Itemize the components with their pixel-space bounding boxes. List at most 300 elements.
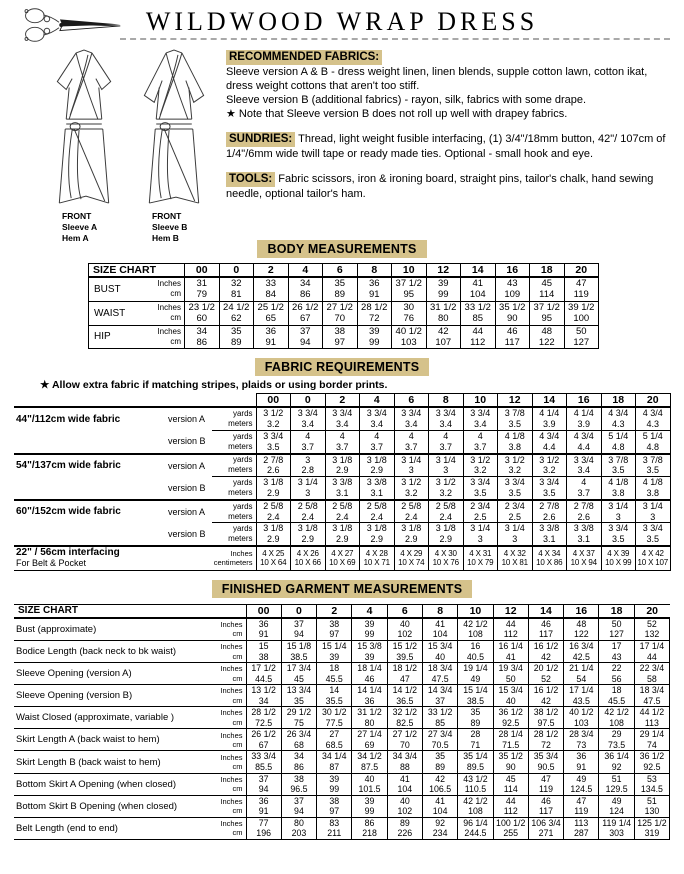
recommended-fabrics-note: ★ Note that Sleeve version B does not roll up well with drapey fabrics. <box>226 107 568 120</box>
garment-value: 36 1/4 92 <box>599 751 634 773</box>
garment-measurement-row <box>14 707 670 729</box>
garment-value: 15 1/8 38.5 <box>281 641 316 663</box>
garment-value: 19 3/4 50 <box>493 663 528 685</box>
size-header-row <box>89 264 599 278</box>
fabric-value: 4 3/4 4.3 <box>636 407 671 430</box>
garment-value: 39 99 <box>352 795 387 817</box>
measurement-value: 35 89 <box>323 277 358 301</box>
dress-front-a-figure <box>42 48 128 244</box>
unit-label: Inches cm <box>204 707 246 729</box>
garment-measurement-row <box>14 618 670 641</box>
garment-value: 44 112 <box>493 795 528 817</box>
garment-value: 38 97 <box>317 795 352 817</box>
garment-value: 17 1/4 44 <box>634 641 669 663</box>
garment-value: 15 1/2 39.5 <box>387 641 422 663</box>
size-column-header: 12 <box>493 604 528 618</box>
size-chart-label: SIZE CHART <box>14 604 246 618</box>
fabric-group-label <box>14 477 164 500</box>
fabric-value: 3 1/4 3 <box>394 454 429 477</box>
fabric-value: 4 X 27 10 X 69 <box>325 546 360 571</box>
garment-value: 22 56 <box>599 663 634 685</box>
fabric-value: 3 1/8 2.9 <box>325 454 360 477</box>
fabric-value: 2 5/8 2.4 <box>256 500 291 523</box>
dress-front-b-illustration <box>132 48 216 208</box>
measurement-value: 31 1/2 80 <box>426 301 461 325</box>
fabric-value: 4 X 34 10 X 86 <box>532 546 567 571</box>
measurement-value: 39 99 <box>426 277 461 301</box>
measurement-value: 44 112 <box>461 325 496 349</box>
garment-measurement-row <box>14 817 670 839</box>
fabric-value: 3 1/2 3.2 <box>394 477 429 500</box>
garment-value: 16 40.5 <box>458 641 493 663</box>
garment-value: 28 1/2 72.5 <box>246 707 281 729</box>
garment-value: 89 226 <box>387 817 422 839</box>
version-label: version B <box>168 528 206 539</box>
garment-value: 100 1/2 255 <box>493 817 528 839</box>
measurement-value: 40 1/2 103 <box>392 325 427 349</box>
body-measurements-heading: BODY MEASUREMENTS <box>257 240 426 258</box>
unit-label: Inches cm <box>204 817 246 839</box>
garment-value: 80 203 <box>281 817 316 839</box>
garment-value: 17 1/4 43.5 <box>564 685 599 707</box>
garment-value: 49 124 <box>599 795 634 817</box>
garment-value: 15 1/4 38.5 <box>458 685 493 707</box>
garment-measurement-row <box>14 685 670 707</box>
unit-label: Inches cm <box>204 795 246 817</box>
size-column-header: 8 <box>357 264 392 278</box>
measurement-value: 26 1/2 67 <box>288 301 323 325</box>
measurement-label: Skirt Length A (back waist to hem) <box>14 729 204 751</box>
unit-label: Inches cm <box>141 277 185 301</box>
fabric-value: 4 3.7 <box>429 430 464 453</box>
garment-value: 18 3/4 47.5 <box>634 685 669 707</box>
unit-label: yards meters <box>212 407 256 430</box>
finished-garment-heading: FINISHED GARMENT MEASUREMENTS <box>212 580 473 598</box>
measurement-label: Sleeve Opening (version A) <box>14 663 204 685</box>
garment-value: 52 132 <box>634 618 669 641</box>
fabric-value: 3 3/4 3.5 <box>498 477 533 500</box>
measurement-value: 47 119 <box>564 277 599 301</box>
sundries-block <box>226 132 670 161</box>
measurement-label: Waist Closed (approximate, variable ) <box>14 707 204 729</box>
garment-value: 36 1/2 92.5 <box>493 707 528 729</box>
dress-front-b-figure <box>132 48 218 244</box>
fabric-group-label <box>14 523 164 546</box>
fabric-value: 4 X 39 10 X 99 <box>601 546 636 571</box>
garment-value: 51 130 <box>634 795 669 817</box>
fabric-value: 3 1/8 2.9 <box>256 477 291 500</box>
garment-value: 96 1/4 244.5 <box>458 817 493 839</box>
fabric-value: 3 3/4 3.4 <box>463 407 498 430</box>
unit-label: Inches cm <box>141 301 185 325</box>
recommended-fabrics-line: Sleeve version B (additional fabrics) - rayon, silk, fabrics with some drape. <box>226 93 587 106</box>
garment-value: 28 1/2 72 <box>528 729 563 751</box>
garment-value: 39 99 <box>352 618 387 641</box>
fabric-value: 4 3.7 <box>325 430 360 453</box>
size-header-row <box>14 394 670 408</box>
fabric-value: 4 X 25 10 X 64 <box>256 546 291 571</box>
size-column-header: 18 <box>601 394 636 408</box>
garment-value: 35 1/4 89.5 <box>458 751 493 773</box>
garment-value: 18 45.5 <box>599 685 634 707</box>
size-column-header: 16 <box>495 264 530 278</box>
garment-value: 29 73.5 <box>599 729 634 751</box>
fabric-value: 3 1/8 2.9 <box>360 454 395 477</box>
garment-value: 15 3/4 40 <box>493 685 528 707</box>
fabric-value: 3 1/8 2.9 <box>325 523 360 546</box>
fabric-value: 2 5/8 2.4 <box>325 500 360 523</box>
unit-label: Inches cm <box>204 663 246 685</box>
garment-value: 50 127 <box>599 618 634 641</box>
fabric-value: 2 3/4 2.5 <box>463 500 498 523</box>
fabric-value: 3 1/4 3 <box>498 523 533 546</box>
version-label: version B <box>168 482 206 493</box>
garment-value: 17 3/4 45 <box>281 663 316 685</box>
unit-label: yards meters <box>212 500 256 523</box>
fabric-value: 3 7/8 3.5 <box>498 407 533 430</box>
garment-value: 47 119 <box>564 795 599 817</box>
fabric-value: 2 5/8 2.4 <box>429 500 464 523</box>
measurement-value: 45 114 <box>530 277 565 301</box>
figure-caption-line: Sleeve B <box>152 222 188 233</box>
fabric-value: 4 1/8 3.8 <box>601 477 636 500</box>
fabric-value: 3 3/4 3.4 <box>291 407 326 430</box>
garment-value: 41 104 <box>387 773 422 795</box>
fabric-value: 3 3/4 3.5 <box>256 430 291 453</box>
garment-value: 37 94 <box>246 773 281 795</box>
garment-value: 16 1/4 41 <box>493 641 528 663</box>
garment-value: 18 3/4 47.5 <box>422 663 457 685</box>
garment-value: 34 1/4 87 <box>317 751 352 773</box>
garment-value: 42 106.5 <box>422 773 457 795</box>
garment-value: 42 1/2 108 <box>458 618 493 641</box>
size-column-header: 20 <box>634 604 669 618</box>
garment-value: 37 94 <box>281 795 316 817</box>
garment-value: 83 211 <box>317 817 352 839</box>
fabric-value: 4 1/8 3.8 <box>498 430 533 453</box>
garment-value: 41 104 <box>422 795 457 817</box>
fabric-group-label: 22" / 56cm interfacing For Belt & Pocket <box>14 546 212 571</box>
fabric-value: 4 1/8 3.8 <box>636 477 671 500</box>
garment-value: 27 1/2 70 <box>387 729 422 751</box>
fabric-value: 3 1/4 3 <box>463 523 498 546</box>
unit-label: Inches cm <box>204 685 246 707</box>
fabric-value: 3 1/4 3 <box>291 477 326 500</box>
size-column-header: 00 <box>185 264 220 278</box>
garment-value: 40 1/2 103 <box>564 707 599 729</box>
fabric-value: 3 1/8 2.9 <box>360 523 395 546</box>
measurement-value: 37 94 <box>288 325 323 349</box>
recommended-fabrics-line: Sleeve version A & B - dress weight linen, linen blends, supple cotton lawn, cotton ikat, dress weight cottons that aren't too stiff. <box>226 65 648 92</box>
garment-value: 46 117 <box>528 618 563 641</box>
fabric-value: 4 3.7 <box>567 477 602 500</box>
garment-value: 113 287 <box>564 817 599 839</box>
fabric-value: 4 X 31 10 X 79 <box>463 546 498 571</box>
garment-value: 32 1/2 82.5 <box>387 707 422 729</box>
fabric-value: 4 3/4 4.4 <box>532 430 567 453</box>
measurement-value: 24 1/2 62 <box>219 301 254 325</box>
fabric-value: 3 7/8 3.5 <box>636 454 671 477</box>
fabric-value: 4 X 32 10 X 81 <box>498 546 533 571</box>
garment-value: 106 3/4 271 <box>528 817 563 839</box>
garment-value: 36 91 <box>246 795 281 817</box>
garment-value: 45 114 <box>493 773 528 795</box>
measurement-label: Sleeve Opening (version B) <box>14 685 204 707</box>
version-label: version A <box>164 500 212 523</box>
tools-block <box>226 172 670 201</box>
scissors-icon <box>20 3 124 47</box>
size-column-header: 6 <box>387 604 422 618</box>
body-measurement-row <box>89 325 599 349</box>
size-column-header: 10 <box>458 604 493 618</box>
dashed-divider <box>120 38 670 40</box>
measurement-value: 28 1/2 72 <box>357 301 392 325</box>
garment-value: 34 86 <box>281 751 316 773</box>
fabric-value: 3 1/4 3 <box>636 500 671 523</box>
version-label: version B <box>168 436 206 447</box>
size-column-header: 4 <box>288 264 323 278</box>
dress-front-a-illustration <box>42 48 126 208</box>
size-column-header: 12 <box>426 264 461 278</box>
size-column-header: 16 <box>567 394 602 408</box>
unit-label: Inches cm <box>204 773 246 795</box>
measurement-value: 23 1/2 60 <box>185 301 220 325</box>
size-column-header: 18 <box>599 604 634 618</box>
fabric-requirement-row <box>14 407 670 430</box>
fabric-group-label: 54"/137cm wide fabric <box>14 454 164 477</box>
garment-value: 18 45.5 <box>317 663 352 685</box>
garment-value: 37 94 <box>281 618 316 641</box>
garment-measurement-row <box>14 773 670 795</box>
size-column-header: 18 <box>530 264 565 278</box>
garment-value: 36 91 <box>564 751 599 773</box>
size-column-header: 2 <box>325 394 360 408</box>
fabric-value: 3 3/4 3.4 <box>360 407 395 430</box>
garment-value: 27 3/4 70.5 <box>422 729 457 751</box>
measurement-value: 37 1/2 95 <box>392 277 427 301</box>
tools-label: TOOLS: <box>226 172 275 187</box>
garment-value: 38 1/2 97.5 <box>528 707 563 729</box>
fabric-value: 3 1/2 3.2 <box>498 454 533 477</box>
fabric-value: 3 3/4 3.4 <box>567 454 602 477</box>
fabric-value: 4 X 37 10 X 94 <box>567 546 602 571</box>
finished-garment-section-heading <box>0 580 684 598</box>
fabric-group-sublabel: For Belt & Pocket <box>16 558 87 569</box>
measurement-value: 35 89 <box>219 325 254 349</box>
unit-label: Inches cm <box>204 751 246 773</box>
fabric-requirements-section-heading <box>0 358 684 376</box>
size-header-row <box>14 604 670 618</box>
measurement-value: 30 76 <box>392 301 427 325</box>
blank-header-cell <box>14 394 256 408</box>
size-column-header: 0 <box>219 264 254 278</box>
garment-measurement-row <box>14 795 670 817</box>
garment-value: 17 43 <box>599 641 634 663</box>
sundries-label: SUNDRIES: <box>226 132 295 147</box>
fabric-value: 2 5/8 2.4 <box>360 500 395 523</box>
fabric-value: 3 3/8 3.1 <box>325 477 360 500</box>
size-column-header: 6 <box>323 264 358 278</box>
unit-label: Inches cm <box>141 325 185 349</box>
unit-label: yards meters <box>212 430 256 453</box>
size-column-header: 14 <box>528 604 563 618</box>
figure-caption-line: FRONT <box>152 211 182 221</box>
size-column-header: 20 <box>636 394 671 408</box>
figure-caption-line: Hem A <box>62 233 89 244</box>
fabric-value: 5 1/4 4.8 <box>601 430 636 453</box>
fabric-group-label: 60"/152cm wide fabric <box>14 500 164 523</box>
garment-value: 18 1/4 46 <box>352 663 387 685</box>
fabric-value: 4 1/4 3.9 <box>532 407 567 430</box>
size-column-header: 4 <box>360 394 395 408</box>
version-label: version A <box>164 407 212 430</box>
measurement-value: 35 1/2 90 <box>495 301 530 325</box>
garment-value: 40 102 <box>387 618 422 641</box>
unit-label: Inches cm <box>204 641 246 663</box>
garment-value: 27 1/4 69 <box>352 729 387 751</box>
garment-value: 36 91 <box>246 618 281 641</box>
size-column-header: 8 <box>429 394 464 408</box>
garment-value: 35 89 <box>422 751 457 773</box>
fabric-group-label <box>14 430 164 453</box>
fabric-value: 2 7/8 2.6 <box>567 500 602 523</box>
fabric-value: 3 1/8 2.9 <box>291 523 326 546</box>
garment-value: 77 196 <box>246 817 281 839</box>
measurement-value: 34 86 <box>288 277 323 301</box>
page-title: WILDWOOD WRAP DRESS <box>145 7 539 36</box>
garment-value: 86 218 <box>352 817 387 839</box>
garment-value: 14 1/2 36.5 <box>387 685 422 707</box>
measurement-label: Bodice Length (back neck to bk waist) <box>14 641 204 663</box>
measurement-value: 50 127 <box>564 325 599 349</box>
garment-value: 35 89 <box>458 707 493 729</box>
garment-value: 46 117 <box>528 795 563 817</box>
garment-value: 20 1/2 52 <box>528 663 563 685</box>
garment-measurement-row <box>14 641 670 663</box>
measurement-value: 25 1/2 65 <box>254 301 289 325</box>
size-column-header: 10 <box>392 264 427 278</box>
fabric-value: 3 1/2 3.2 <box>429 477 464 500</box>
garment-value: 30 1/2 77.5 <box>317 707 352 729</box>
measurement-value: 37 1/2 95 <box>530 301 565 325</box>
unit-label: yards meters <box>212 477 256 500</box>
fabric-value: 4 X 30 10 X 76 <box>429 546 464 571</box>
garment-value: 36 1/2 92.5 <box>634 751 669 773</box>
fabric-value: 2 7/8 2.6 <box>532 500 567 523</box>
garment-value: 19 1/4 49 <box>458 663 493 685</box>
fabric-value: 3 3/8 3.1 <box>532 523 567 546</box>
fabric-value: 3 3/4 3.5 <box>601 523 636 546</box>
garment-value: 15 3/8 39 <box>352 641 387 663</box>
fabric-value: 4 3/4 4.4 <box>567 430 602 453</box>
fabric-value: 2 5/8 2.4 <box>291 500 326 523</box>
finished-garment-table <box>14 604 670 840</box>
size-column-header: 0 <box>281 604 316 618</box>
measurement-value: 27 1/2 70 <box>323 301 358 325</box>
measurement-label: BUST <box>89 277 141 301</box>
fabric-value: 3 3/4 3.5 <box>636 523 671 546</box>
garment-value: 16 1/2 42 <box>528 641 563 663</box>
version-label: version A <box>164 454 212 477</box>
fabric-value: 4 1/4 3.9 <box>567 407 602 430</box>
recommended-fabrics-label: RECOMMENDED FABRICS: <box>226 50 382 65</box>
size-column-header: 20 <box>564 264 599 278</box>
measurement-value: 48 122 <box>530 325 565 349</box>
garment-value: 92 234 <box>422 817 457 839</box>
size-column-header: 12 <box>498 394 533 408</box>
fabric-value: 3 3/4 3.5 <box>532 477 567 500</box>
measurement-value: 42 107 <box>426 325 461 349</box>
measurement-label: HIP <box>89 325 141 349</box>
unit-label: Inches cm <box>204 729 246 751</box>
fabric-value: 4 X 29 10 X 74 <box>394 546 429 571</box>
fabric-value: 3 3/4 3.4 <box>394 407 429 430</box>
unit-label: yards meters <box>212 454 256 477</box>
garment-value: 34 3/4 88 <box>387 751 422 773</box>
garment-value: 22 3/4 58 <box>634 663 669 685</box>
fabric-value: 3 7/8 3.5 <box>601 454 636 477</box>
measurement-value: 43 109 <box>495 277 530 301</box>
measurement-value: 32 81 <box>219 277 254 301</box>
fabric-value: 4 3.7 <box>394 430 429 453</box>
garment-value: 42 1/2 108 <box>599 707 634 729</box>
fabric-value: 3 3/8 3.1 <box>567 523 602 546</box>
garment-value: 17 1/2 44.5 <box>246 663 281 685</box>
fabric-value: 3 1/8 2.9 <box>429 523 464 546</box>
garment-value: 15 1/4 39 <box>317 641 352 663</box>
fabric-value: 4 3.7 <box>291 430 326 453</box>
garment-value: 31 1/2 80 <box>352 707 387 729</box>
garment-value: 26 3/4 68 <box>281 729 316 751</box>
garment-value: 13 3/4 35 <box>281 685 316 707</box>
fabric-value: 3 3/8 3.1 <box>360 477 395 500</box>
fabric-requirements-table <box>14 393 671 571</box>
size-column-header: 16 <box>564 604 599 618</box>
body-measurement-row <box>89 277 599 301</box>
garment-value: 33 1/2 85 <box>422 707 457 729</box>
size-column-header: 00 <box>246 604 281 618</box>
measurement-value: 38 97 <box>323 325 358 349</box>
garment-value: 35 1/2 90 <box>493 751 528 773</box>
garment-value: 21 1/4 54 <box>564 663 599 685</box>
fabric-value: 3 3/4 3.5 <box>463 477 498 500</box>
fabric-value: 4 3.7 <box>360 430 395 453</box>
fabric-value: 3 1/2 3.2 <box>463 454 498 477</box>
figure-caption-line: Sleeve A <box>62 222 98 233</box>
fabric-requirement-row <box>14 477 670 500</box>
measurement-label: WAIST <box>89 301 141 325</box>
body-measurements-table <box>88 263 599 349</box>
measurement-label: Bust (approximate) <box>14 618 204 641</box>
fabric-value: 3 1/8 2.9 <box>256 523 291 546</box>
measurement-value: 36 91 <box>357 277 392 301</box>
unit-label: Inches cm <box>204 618 246 641</box>
garment-value: 15 3/4 40 <box>422 641 457 663</box>
garment-value: 40 101.5 <box>352 773 387 795</box>
garment-value: 35 3/4 90.5 <box>528 751 563 773</box>
garment-value: 16 1/2 42 <box>528 685 563 707</box>
fabric-value: 4 X 28 10 X 71 <box>360 546 395 571</box>
size-column-header: 0 <box>291 394 326 408</box>
size-column-header: 14 <box>461 264 496 278</box>
garment-value: 14 3/4 37 <box>422 685 457 707</box>
intro-section <box>226 44 670 240</box>
size-column-header: 14 <box>532 394 567 408</box>
fabric-value: 3 3/4 3.4 <box>429 407 464 430</box>
fabric-value: 2 5/8 2.4 <box>394 500 429 523</box>
garment-measurement-row <box>14 751 670 773</box>
size-chart-label: SIZE CHART <box>89 264 185 278</box>
